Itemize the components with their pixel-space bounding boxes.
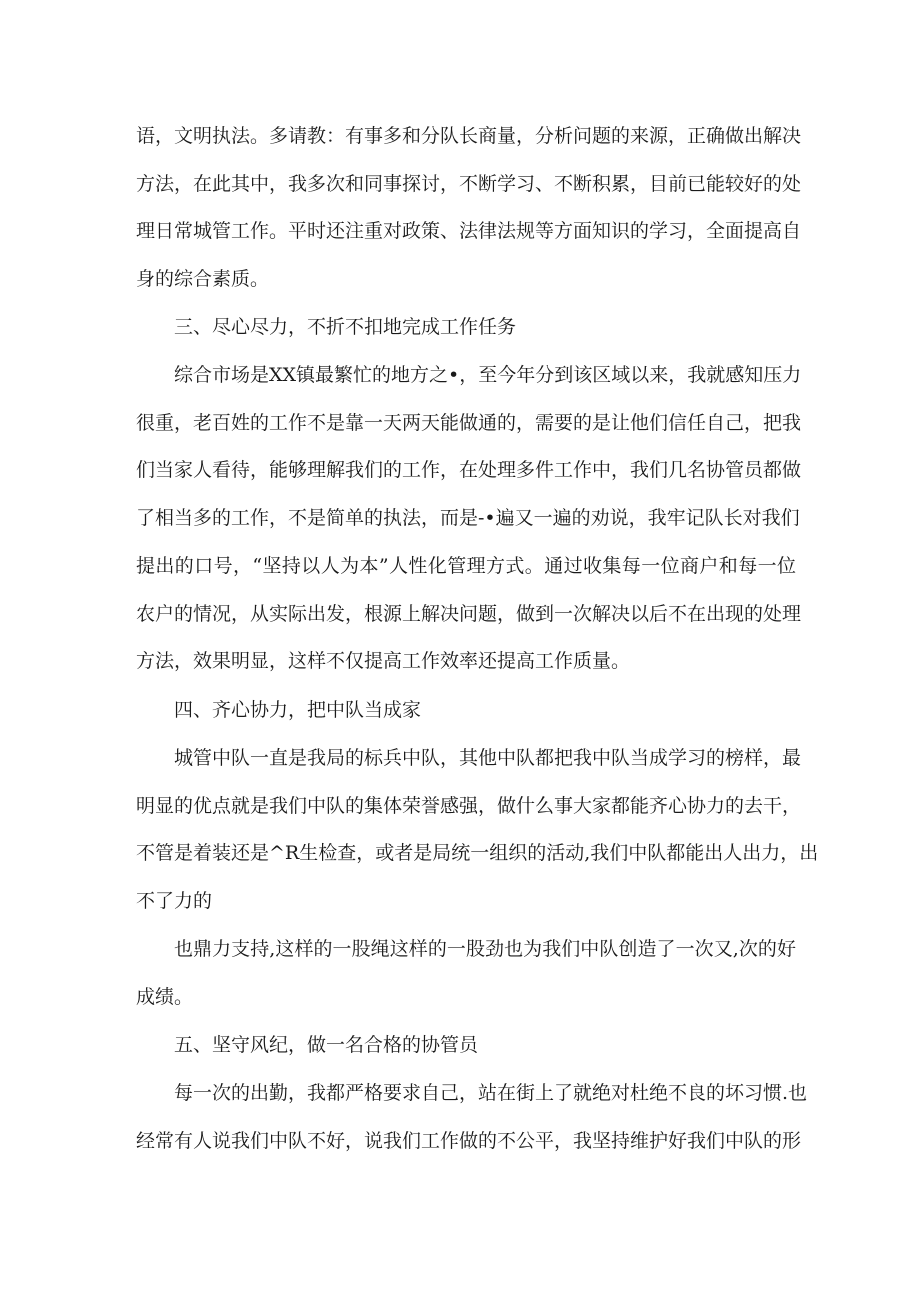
- paragraph-line: 每一次的出勤，我都严格要求自己，站在街上了就绝对杜绝不良的坏习惯.也: [174, 1082, 808, 1104]
- paragraph-line: 不管是着装还是^R生检查，或者是局统一组织的活动,我们中队都能出人出力，出: [136, 842, 819, 864]
- paragraph-line: 理日常城管工作。平时还注重对政策、法律法规等方面知识的学习，全面提高自: [136, 220, 802, 242]
- paragraph-line: 很重，老百姓的工作不是靠一天两天能做通的，需要的是让他们信任自己，把我: [136, 412, 802, 434]
- paragraph-line: 农户的情况，从实际出发，根源上解决问题，做到一次解决以后不在出现的处理: [136, 603, 802, 625]
- paragraph-line: 们当家人看待，能够理解我们的工作，在处理多件工作中，我们几名协管员都做: [136, 459, 802, 481]
- paragraph-line: 方法，效果明显，这样不仅提高工作效率还提高工作质量。: [136, 650, 631, 672]
- paragraph-line: 提出的口号，“坚持以人为本”人性化管理方式。通过收集每一位商户和每一位: [136, 555, 796, 577]
- paragraph-line: 身的综合素质。: [136, 268, 270, 290]
- paragraph-line: 语，文明执法。多请教：有事多和分队长商量，分析问题的来源，正确做出解决: [136, 125, 802, 147]
- section-heading: 五、坚守风纪，做一名合格的协管员: [174, 1034, 479, 1056]
- section-heading: 三、尽心尽力，不折不扣地完成工作任务: [174, 316, 517, 338]
- paragraph-line: 也鼎力支持,这样的一股绳这样的一股劲也为我们中队创造了一次又,次的好: [174, 938, 796, 960]
- paragraph-line: 成绩。: [136, 986, 194, 1008]
- paragraph-line: 方法，在此其中，我多次和同事探讨，不断学习、不断积累，目前已能较好的处: [136, 173, 802, 195]
- paragraph-line: 综合市场是XX镇最繁忙的地方之•，至今年分到该区域以来，我就感知压力: [174, 364, 802, 386]
- paragraph-line: 不了力的: [136, 890, 213, 912]
- paragraph-line: 了相当多的工作，不是简单的执法，而是-•遍又一遍的劝说，我牢记队长对我们: [136, 507, 800, 529]
- paragraph-line: 经常有人说我们中队不好，说我们工作做的不公平，我坚持维护好我们中队的形: [136, 1130, 802, 1152]
- section-heading: 四、齐心协力，把中队当成家: [174, 699, 422, 721]
- paragraph-line: 城管中队一直是我局的标兵中队，其他中队都把我中队当成学习的榜样，最: [174, 747, 802, 769]
- paragraph-line: 明显的优点就是我们中队的集体荣誉感强，做什么事大家都能齐心协力的去干，: [136, 795, 802, 817]
